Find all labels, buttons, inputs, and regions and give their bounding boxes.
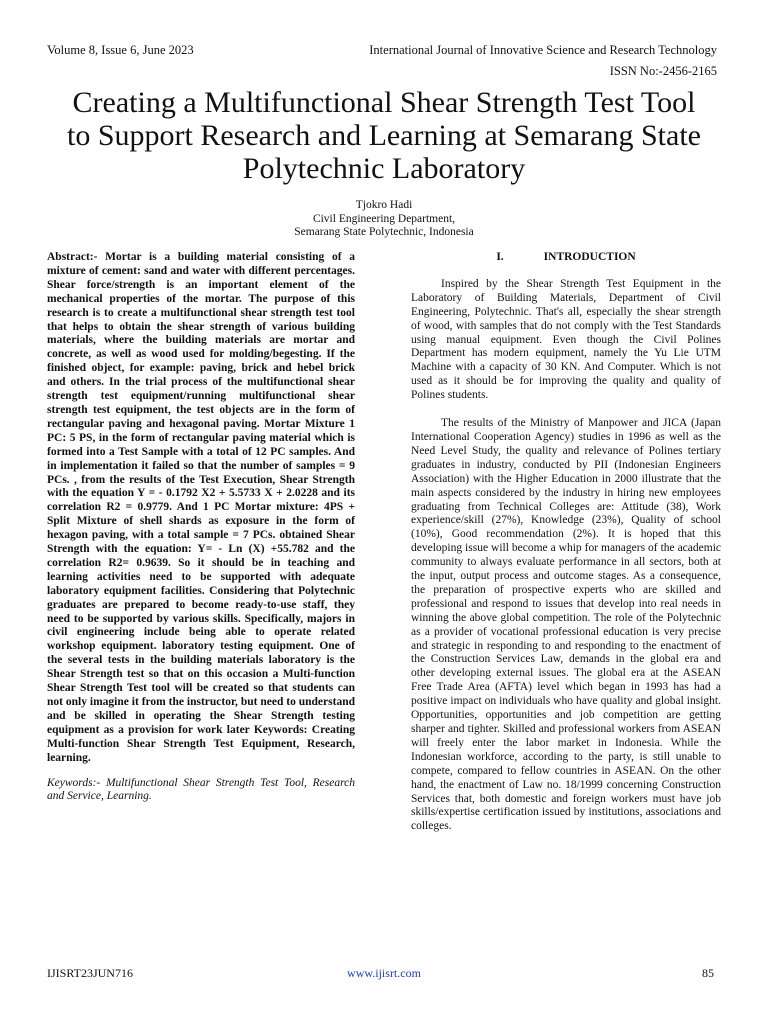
author-department: Civil Engineering Department, [312,212,456,225]
intro-paragraph: Inspired by the Shear Strength Test Equipment in the Laboratory of Building Materials, Department of Civil Engineering, Polytechnic. That's all, especially the shear strength of wood, with samples that do not comply with the Test Standards using manual equipment. Even though the Civil Polines Department has modern equipment, namely the Yu Lie UTM Machine with a capacity of 30 KN. And Computer. Which is not used as it should be for improving the quality and quality of Polines students. [411,277,721,402]
right-column [411,251,721,848]
section-heading-introduction [411,251,721,265]
footer-website-link[interactable]: www.ijisrt.com [347,966,421,980]
author-affiliation: Semarang State Polytechnic, Indonesia [294,226,474,238]
header-journal-name: International Journal of Innovative Science and Research Technology [369,43,717,57]
section-title: INTRODUCTION [543,251,636,263]
intro-paragraph: The results of the Ministry of Manpower and JICA (Japan International Cooperation Agency) studies in 1996 as well as the Need Level Study, the quality and relevance of Polines tertiary graduates in industry, conducted by PII (Indonesian Engineers Association) with the Higher Education in 2000 illustrate that the main aspects considered by the industry in hiring new employees graduating from Technical Colleges are: Attitude (38), Work experience/skill (27%), Knowledge (23%), Quality of school (10%), Good recommendation (2%). It is hoped that this developing issue will become a whip for managers of the academic community to always evaluate performance in all sectors, both at the input, output process and outcome stages. As a consequence, the preparation of prospective experts who are skilled and professional and respond to issues that develop into real needs in winning the above global competition. The role of the Polytechnic as a provider of vocational professional education is very precise and strategic in responding to and responding to the enactment of the Construction Services Law, demands in the global era and other developing external issues. The global era at the ASEAN Free Trade Area (AFTA) level which began in 1993 has had a positive impact on individuals who have quality and global insight. Opportunities, opportunities and job competition are getting sharper and tighter. Skilled and professional workers from ASEAN will freely enter the labor market in Indonesia. While the Indonesian workforce, according to the party, is still unable to compete, compared to fellow countries in ASEAN. On the other hand, the enactment of Law no. 18/1999 concerning Construction Services that, both domestic and foreign workers must have job skills/expertise certification issued by institutions, associations and colleges. [411,417,721,833]
keywords-text: Keywords:- Multifunctional Shear Strength Test Tool, Research and Service, Learning. [47,776,355,803]
abstract-text: Abstract:- Mortar is a building material consisting of a mixture of cement: sand and water with different percentages. Shear force/strength is an important element of the mechanical properties of the mortar. The purpose of this research is to create a multifunctional shear strength test tool that helps to obtain the shear strength of various building materials, where the building materials are mortar and concrete, as well as wood used for molding/begesting. If the finished object, for example: paving, brick and hebel brick and others. In the trial process of the multifunctional shear strength test equipment/running multifunctional shear strength test equipment, the test objects are in the form of rectangular paving and hexagonal paving. Mortar Mixture 1 PC: 5 PS, in the form of rectangular paving material which is formed into a Test Sample with a total of 12 PC samples. And in implementation it failed so that the number of samples = 9 PCs. , from the results of the Test Execution, Shear Strength with the equation Y = - 0.1792 X2 + 5.5733 X + 2.0228 and its correlation R2 = 0.9779. And 1 PC Mortar mixture: 4PS + Split Mixture of shell shards as exposure in the form of hexagon paving, with a total sample = 7 PCs. obtained Shear Strength with the equation: Y= - Ln (X) +55.782 and the correlation R2= 0.9639. So it should be in teaching and learning activities need to be supported with adequate laboratory equipment facilities. Considering that Polytechnic graduates are prepared to become ready-to-use staff, they need to be supported by various skills. Specifically, majors in civil engineering include being able to operate related workshop equipment. laboratory testing equipment. One of the several tests in the building materials laboratory is the Shear Strength test so that on this occasion a Multi-function Shear Strength Test tool will be created so that students can not only imagine it from the instructor, but need to understand and be skilled in operating the Shear Strength testing equipment as a provision for work later Keywords: Creating Multi-function Shear Strength Test Equipment, Research, learning. [47,251,355,764]
footer-paper-id: IJISRT23JUN716 [47,966,133,980]
author-block [0,199,768,240]
author-name: Tjokro Hadi [355,199,413,211]
header-volume: Volume 8, Issue 6, June 2023 [47,43,194,57]
paper-title: Creating a Multifunctional Shear Strength Test Tool to Support Research and Learning at Semarang State Polytechnic Laboratory [67,86,701,185]
header-issn: ISSN No:-2456-2165 [609,64,717,78]
left-column [47,251,355,804]
section-number: I. [496,251,504,263]
footer-page-number: 85 [702,966,714,980]
